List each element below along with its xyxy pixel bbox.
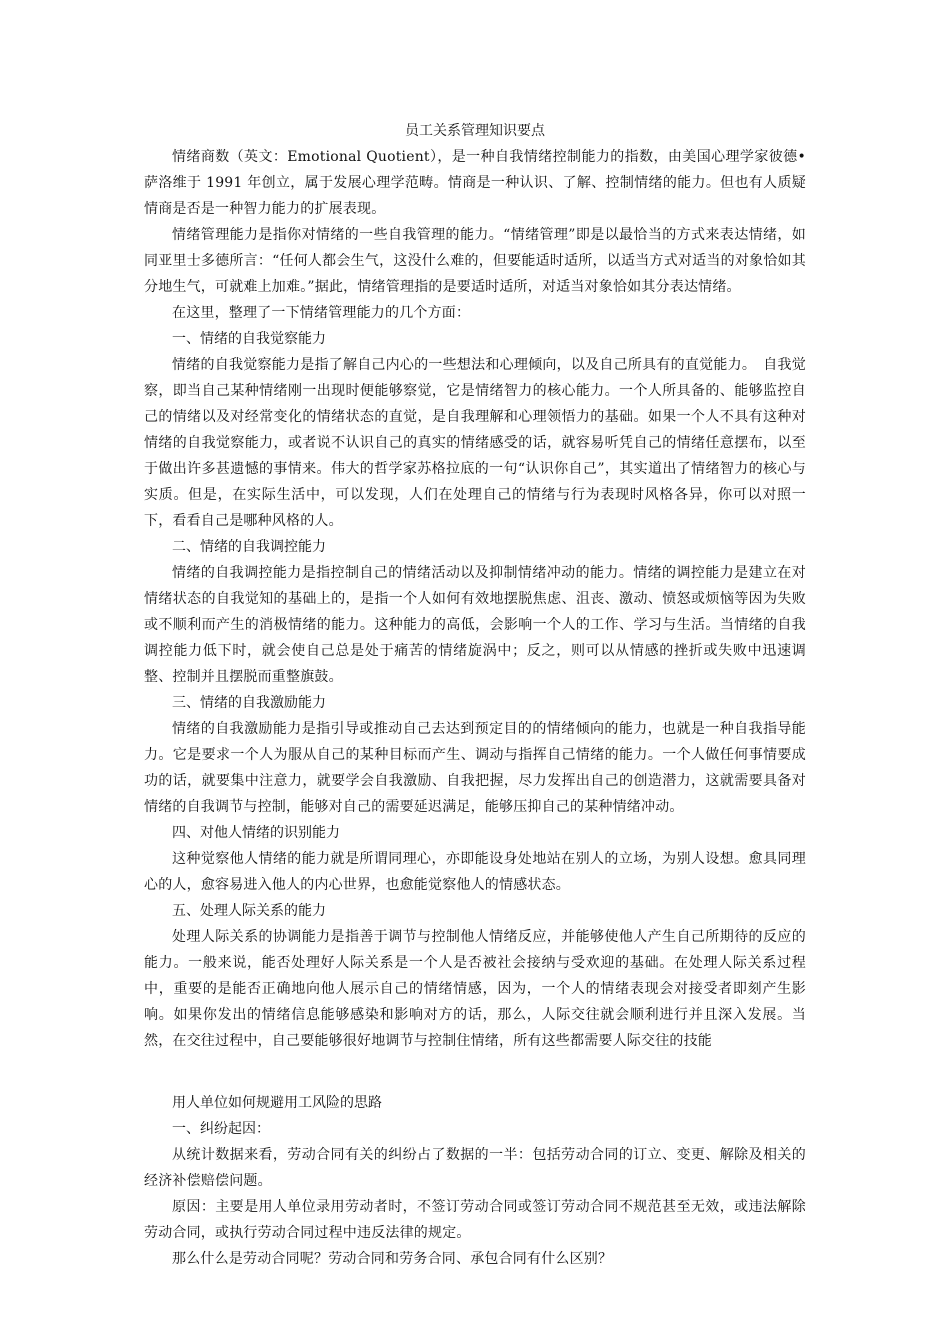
paragraph-emotion-management: 情绪管理能力是指你对情绪的一些自我管理的能力。“情绪管理”即是以最恰当的方式来表达情绪，如同亚里士多德所言：“任何人都会生气，这没什么难的，但要能适时适所，以适当方式对适当的对象恰如其分地生气，可就难上加难。”据此，情绪管理指的是要适时适所，对适当对象恰如其分表达情绪。 [144, 227, 806, 295]
heading-relationships: 五、处理人际关系的能力 [172, 903, 326, 919]
paragraph-contract-question: 那么什么是劳动合同呢？劳动合同和劳务合同、承包合同有什么区别？ [172, 1251, 613, 1267]
paragraph-dispute-statistics: 从统计数据来看，劳动合同有关的纠纷占了数据的一半：包括劳动合同的订立、变更、解除及相关的经济补偿赔偿问题。 [144, 1147, 806, 1189]
paragraph-dispute-reasons: 原因：主要是用人单位录用劳动者时，不签订劳动合同或签订劳动合同不规范甚至无效，或违法解除劳动合同，或执行劳动合同过程中违反法律的规定。 [144, 1199, 806, 1241]
paragraph-eq-definition: 情绪商数（英文：Emotional Quotient），是一种自我情绪控制能力的指数，由美国心理学家彼德•萨洛维于 1991 年创立，属于发展心理学范畴。情商是一种认识、了解、控制情绪的能力。但也有人质疑情商是否是一种智力能力的扩展表现。 [144, 149, 806, 217]
heading-recognize-others: 四、对他人情绪的识别能力 [172, 825, 340, 841]
paragraph-recognize-others: 这种觉察他人情绪的能力就是所谓同理心，亦即能设身处地站在别人的立场，为别人设想。愈具同理心的人，愈容易进入他人的内心世界，也愈能觉察他人的情感状态。 [144, 851, 806, 893]
document-page [144, 118, 806, 1272]
heading-self-awareness: 一、情绪的自我觉察能力 [172, 331, 326, 347]
paragraph-self-awareness: 情绪的自我觉察能力是指了解自己内心的一些想法和心理倾向，以及自己所具有的直觉能力。 自我觉察，即当自己某种情绪刚一出现时便能够察觉，它是情绪智力的核心能力。一个人所具备的、能够监控自己的情绪以及对经常变化的情绪状态的直觉，是自我理解和心理领悟力的基础。如果一个人不具有这种对情绪的自我觉察能力，或者说不认识自己的真实的情绪感受的话，就容易听凭自己的情绪任意摆布，以至于做出许多甚遗憾的事情来。伟大的哲学家苏格拉底的一句“认识你自己”，其实道出了情绪智力的核心与实质。但是，在实际生活中，可以发现，人们在处理自己的情绪与行为表现时风格各异，你可以对照一下，看看自己是哪种风格的人。 [144, 357, 806, 529]
paragraph-self-regulation: 情绪的自我调控能力是指控制自己的情绪活动以及抑制情绪冲动的能力。情绪的调控能力是建立在对情绪状态的自我觉知的基础上的，是指一个人如何有效地摆脱焦虑、沮丧、激动、愤怒或烦恼等因为失败或不顺利而产生的消极情绪的能力。这种能力的高低，会影响一个人的工作、学习与生活。当情绪的自我调控能力低下时，就会使自己总是处于痛苦的情绪旋涡中；反之，则可以从情感的挫折或失败中迅速调整、控制并且摆脱而重整旗鼓。 [144, 565, 806, 685]
heading-dispute-causes: 一、纠纷起因： [172, 1121, 270, 1137]
heading-self-motivation: 三、情绪的自我激励能力 [172, 695, 326, 711]
paragraph-intro-aspects: 在这里，整理了一下情绪管理能力的几个方面： [172, 305, 471, 321]
heading-self-regulation: 二、情绪的自我调控能力 [172, 539, 326, 555]
paragraph-relationships: 处理人际关系的协调能力是指善于调节与控制他人情绪反应，并能够使他人产生自己所期待的反应的能力。一般来说，能否处理好人际关系是一个人是否被社会接纳与受欢迎的基础。在处理人际关系过程中，重要的是能否正确地向他人展示自己的情绪情感，因为，一个人的情绪表现会对接受者即刻产生影响。如果你发出的情绪信息能够感染和影响对方的话，那么，人际交往就会顺利进行并且深入发展。当然，在交往过程中，自己要能够很好地调节与控制住情绪，所有这些都需要人际交往的技能 [144, 929, 806, 1049]
paragraph-self-motivation: 情绪的自我激励能力是指引导或推动自己去达到预定目的的情绪倾向的能力，也就是一种自我指导能力。它是要求一个人为服从自己的某种目标而产生、调动与指挥自己情绪的能力。一个人做任何事情要成功的话，就要集中注意力，就要学会自我激励、自我把握，尽力发挥出自己的创造潜力，这就需要具备对情绪的自我调节与控制，能够对自己的需要延迟满足，能够压抑自己的某种情绪冲动。 [144, 721, 806, 815]
document-title: 员工关系管理知识要点 [405, 123, 545, 139]
section-spacer [144, 1054, 806, 1080]
section-title-employment-risk: 用人单位如何规避用工风险的思路 [172, 1095, 382, 1111]
